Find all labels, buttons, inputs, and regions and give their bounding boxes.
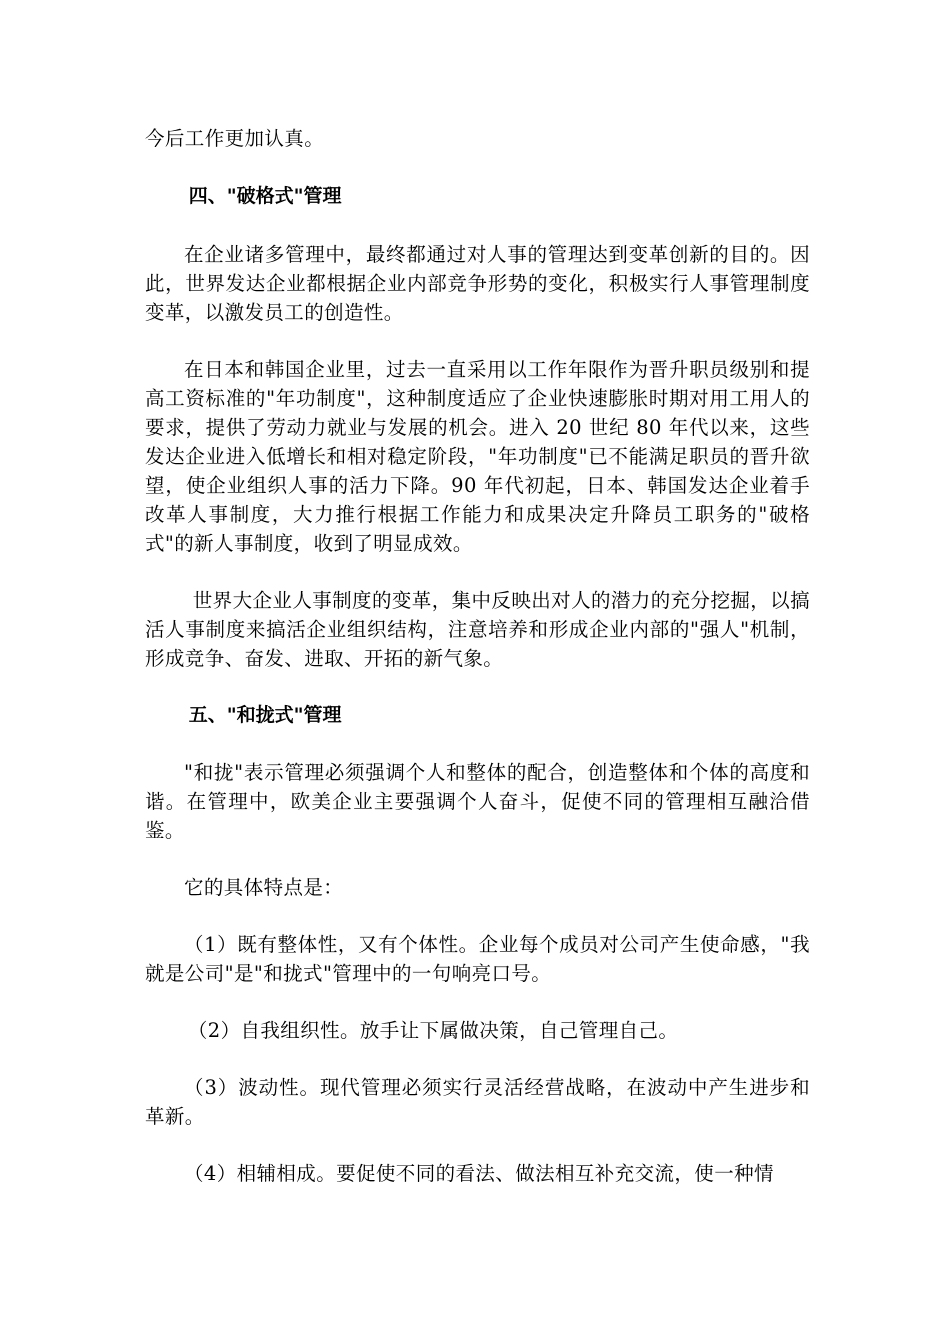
paragraph-4: "和拢"表示管理必须强调个人和整体的配合，创造整体和个体的高度和谐。在管理中，欧美企业主要强调个人奋斗，促使不同的管理相互融洽借鉴。	[145, 761, 810, 842]
section-heading-5: 五、"和拢式"管理	[188, 704, 342, 726]
list-item-4: （4）相辅相成。要促使不同的看法、做法相互补充交流，使一种情	[184, 1162, 774, 1185]
document-page	[145, 124, 810, 1188]
paragraph-continued: 今后工作更加认真。	[145, 127, 325, 150]
paragraph-5: 它的具体特点是：	[184, 876, 344, 899]
paragraph-1: 在企业诸多管理中，最终都通过对人事的管理达到变革创新的目的。因此，世界发达企业都根据企业内部竞争形势的变化，积极实行人事管理制度变革，以激发员工的创造性。	[145, 243, 810, 324]
paragraph-3: 世界大企业人事制度的变革，集中反映出对人的潜力的充分挖掘，以搞活人事制度来搞活企业组织结构，注意培养和形成企业内部的"强人"机制，形成竞争、奋发、进取、开拓的新气象。	[145, 589, 810, 670]
list-item-2: （2）自我组织性。放手让下属做决策，自己管理自己。	[187, 1019, 679, 1042]
paragraph-2: 在日本和韩国企业里，过去一直采用以工作年限作为晋升职员级别和提高工资标准的"年功制度"，这种制度适应了企业快速膨胀时期对用工用人的要求，提供了劳动力就业与发展的机会。进入 20 世纪 80 年代以来，这些发达企业进入低增长和相对稳定阶段，"年功制度"已不能满足职员的晋升欲望，使企业组织人事的活力下降。90 年代初起，日本、韩国发达企业着手改革人事制度，大力推行根据工作能力和成果决定升降员工职务的"破格式"的新人事制度，收到了明显成效。	[145, 358, 810, 555]
section-heading-4: 四、"破格式"管理	[188, 185, 342, 207]
list-item-3: （3）波动性。现代管理必须实行灵活经营战略，在波动中产生进步和革新。	[145, 1076, 810, 1128]
list-item-1: （1）既有整体性，又有个体性。企业每个成员对公司产生使命感，"我就是公司"是"和拢式"管理中的一句响亮口号。	[145, 933, 810, 985]
